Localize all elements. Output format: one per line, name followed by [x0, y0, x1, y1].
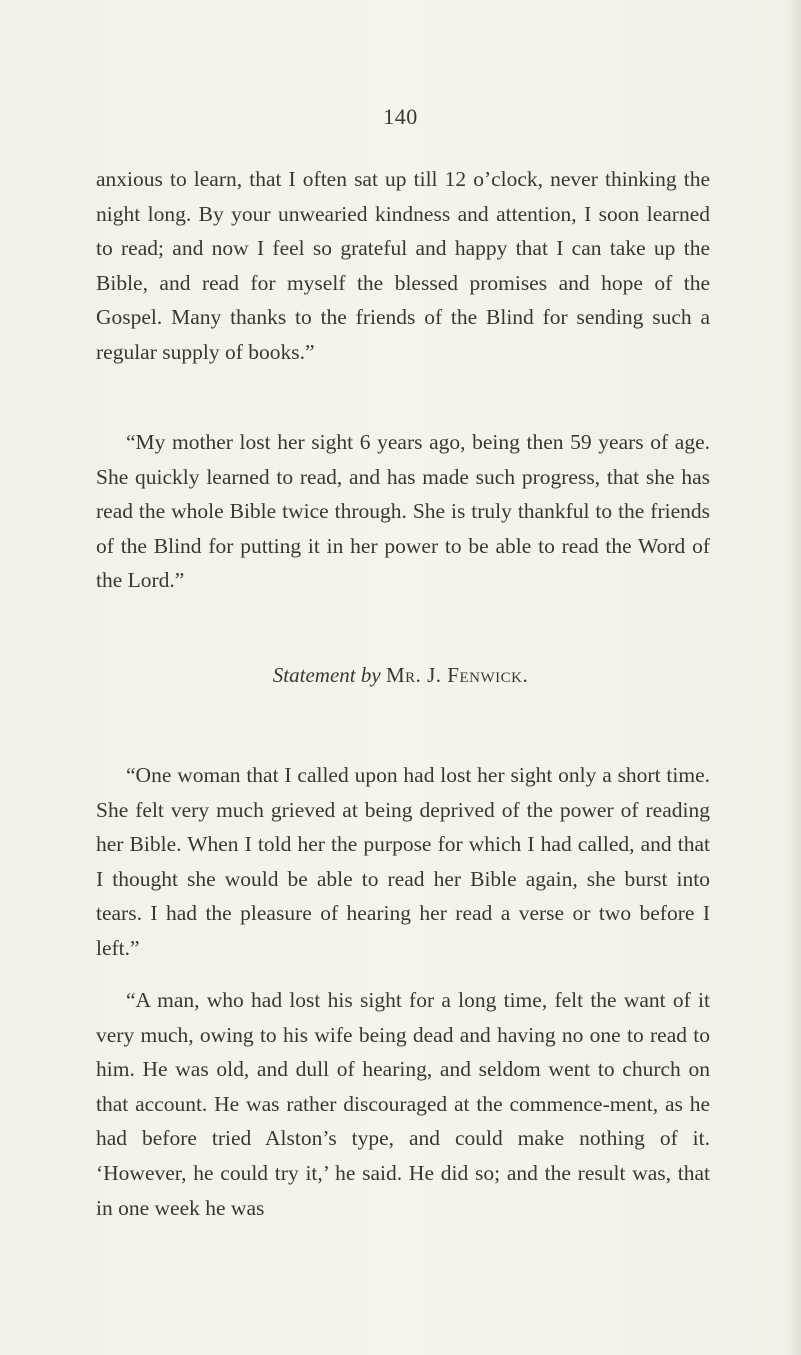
section-heading	[0, 661, 801, 689]
paragraph-continuation	[96, 162, 710, 370]
paragraph-text: “One woman that I called upon had lost her sight only a short time. She felt very much grieved at being deprived of the power of reading her Bible. When I told her the purpose for which I had called, and that I thought she would be able to read her Bible again, she burst into tears. I had the pleasure of hearing her read a verse or two before I left.”	[96, 763, 710, 960]
heading-author-name: Mr. J. Fenwick.	[385, 663, 529, 687]
paragraph-man-testimony	[96, 983, 710, 1225]
paragraph-text: “My mother lost her sight 6 years ago, being then 59 years of age. She quickly learned to read, and has made such progress, that she has read the whole Bible twice through. She is truly thankful to the friends of the Blind for putting it in her power to be able to read the Word of the Lord.”	[96, 430, 710, 593]
page-number: 140	[383, 104, 418, 129]
paragraph-woman-testimony	[96, 758, 710, 966]
heading-statement-by: Statement by	[272, 663, 381, 687]
paragraph-mother-testimony	[96, 425, 710, 598]
paragraph-text: “A man, who had lost his sight for a long time, felt the want of it very much, owing to his wife being dead and having no one to read to him. He was old, and dull of hearing, and seldom went to church on that account. He was rather discouraged at the commence-ment, as he had before tried Alston’s type, and could make nothing of it. ‘However, he could try it,’ he said. He did so; and the result was, that in one week he was	[96, 988, 710, 1220]
paragraph-text: anxious to learn, that I often sat up till 12 o’clock, never thinking the night long. By your unwearied kindness and attention, I soon learned to read; and now I feel so grateful and happy that I can take up the Bible, and read for myself the blessed promises and hope of the Gospel. Many thanks to the friends of the Blind for sending such a regular supply of books.”	[96, 167, 710, 364]
